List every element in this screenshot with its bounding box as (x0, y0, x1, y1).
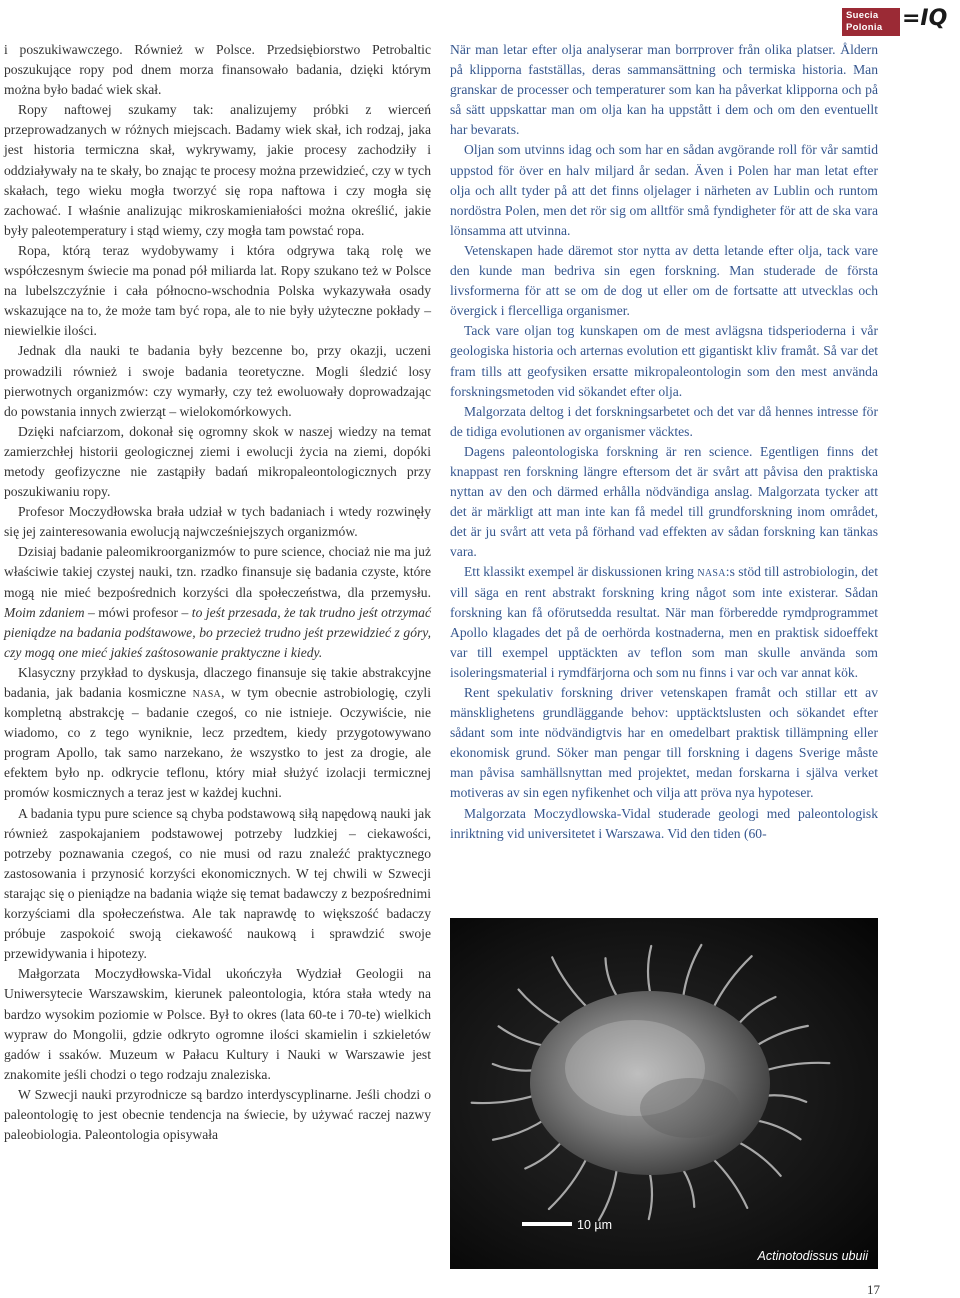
cell-spine (549, 1156, 588, 1209)
swedish-paragraph (450, 241, 878, 321)
cell-spine (493, 1064, 537, 1071)
cell-spine (712, 956, 751, 1010)
logo-line-1: Suecia (846, 10, 879, 21)
polish-paragraph (4, 663, 431, 804)
text-segment: När man letar efter olja analyserar man borrprover från olika platser. Åldern på klipporna fastställas, deras sammansättning och termiska historia. Man granskar de processer och temperaturer som kan ha påverkat klipporna och på så sätt uppskattar man om olja kan ha uppstått i dem och om den eventuellt har bevarats. (450, 42, 878, 138)
cell-spine (605, 958, 618, 999)
text-segment: Ropa, którą teraz wydobywamy i która odgrywa taką rolę we współczesnym świecie ma ponad pół miliarda lat. Ropy szukano też w Polsce na lubelszczyźnie i cała północno-wschodnia Polska wykazywała osady wskazujące na to, że może tam być ropa, ale to nie były użyteczne pokłady – niewielkie ilości. (4, 242, 431, 339)
text-segment: Malgorzata Moczydlowska-Vidal studerade geologi med paleontologisk inriktning vid universitetet i Warszawa. Vid den tiden (60- (450, 805, 878, 841)
polish-paragraph (4, 422, 431, 502)
logo-mark: =IQ (902, 6, 948, 31)
polish-paragraph (4, 341, 431, 421)
swedish-paragraph (450, 140, 878, 240)
text-segment: i poszukiwawczego. Również w Polsce. Przedsiębiorstwo Petrobaltic poszukujące ropy pod dnem morza finansowało badania, dzięki którym można było badać wiek skał. (4, 42, 431, 98)
cell-spine (754, 1026, 808, 1047)
cell-spine (711, 1157, 747, 1208)
polish-paragraph (4, 1085, 431, 1145)
polish-paragraph (4, 40, 431, 100)
cell-spine (499, 1026, 547, 1046)
text-segment: :s stöd till astrobiologin, det vill säga en rent abstrakt forskning kring något som inte existerar. Sådan forskning kan få oförutsedda resultat. När man förberedde rymdprogrammet Apollo klagades det på de oerhörda kostnaderna, men en praktisk sidoeffekt var till exempel upptäckten av teflon som man skulle använda som isoleringsmaterial i rymdfärjorna och som nu finns i var och var annat kök. (450, 564, 878, 680)
cell-spine (681, 1167, 694, 1207)
cell-spine (552, 957, 589, 1009)
cell-spine (763, 1095, 807, 1102)
swedish-paragraph (450, 442, 878, 563)
text-segment: Vetenskapen hade däremot stor nytta av detta letande efter olja, tack vare den kunde man bedriva sin egen forskning. Man studerade de första livsformerna för att se om de dog ut eller om de fortsatte att utvecklas och övergick i flercelliga organismer. (450, 242, 878, 319)
text-segment: nasa (697, 564, 726, 580)
text-segment: Tack vare oljan tog kunskapen om de mest avlägsna tidsperioderna i vår geologiska historia och arternas evolution ett gigantiskt kliv framåt. Så var det fram tills att geofysiken ersatte mikropaleontologin som den mest använda forskningsmetoden vid sökandet efter olja. (450, 323, 878, 399)
swedish-text-column (450, 40, 878, 844)
text-segment: Dzisiaj badanie paleomikroorganizmów to pure science, chociaż nie ma już właściwie takiej czystej nauki, tzn. rzadko finansuje się badania czyste, które mogą nie mieć bezpośrednich korzyści dla społeczeństwa, dla przemysłu. (4, 544, 431, 600)
logo-line-2: Polonia (846, 22, 883, 33)
logo-box (842, 8, 900, 36)
cell-spine (737, 997, 776, 1026)
cell-spine (525, 1140, 563, 1169)
text-segment: Ett klassikt exempel är diskussionen kring (464, 564, 698, 580)
swedish-paragraph (450, 40, 878, 140)
text-segment: Rent spekulativ forskning driver vetenskapen framåt och stillar ett av mänsklighetens grundläggande behov: upptäcktslusten och sökandet efter sådant som inte nödvändigtvis har en omedelbart praktisk tillämpning eller ekonomisk grund. Söker man pengar till forskning i dagens Sverige måste man påvisa samhällsnyttan med projektet, medan forskarna i själva verket motiveras av sin egen nyfikenhet och vilja att pröva nya hypoteser. (450, 685, 878, 801)
swedish-paragraph (450, 321, 878, 401)
text-segment: , w tym obecnie astrobiologię, czyli kompletną abstrakcję – badanie czegoś, co nie istnieje. Oczywiście, nie wiadomo, co z tego wyniknie, lecz przedtem, kiedy przygotowywano program Apollo, tak samo narzekano, że wszystko to jest za drogie, ale efektem było np. odkrycie teflonu, który miał służyć izolacji termicznej promów kosmicznych a teraz jest w każdej kuchni. (4, 685, 431, 801)
cell-spine (649, 1170, 652, 1219)
microfossil-illustration (450, 918, 878, 1269)
polish-paragraph (4, 502, 431, 542)
text-segment: Dzięki nafciarzom, dokonał się ogromny skok w naszej wiedzy na temat zamierzchłej historii geologicznej ziemi i ewolucji życia na ziemi, dopóki metody geofizyczne nie zastąpiły badań mikropaleontologicznych przy poszukiwaniu ropy. (4, 423, 431, 500)
cell-spine (493, 1119, 546, 1140)
text-segment: Dagens paleontologiska forskning är ren science. Egentligen finns det knappast ren forskning längre eftersom det är svårt att påvisa den praktiska nyttan av den och därmed erhålla nödvändiga anslag. Malgorzata tycker att det är märkligt att man inte kan få medel till grundforskning inom området, det är ju svårt att veta på förhand vad effekten av sådan forskning kan tänkas vara. (450, 443, 878, 560)
text-segment: A badania typu pure science są chyba podstawową siłą napędową nauki jak również zaspokajaniem podstawowej potrzeby ludzkiej – ciekawości, potrzeby poznawania czegoś, co nie musi od razu znaleźć praktycznego zastosowania i przynosić korzyści ekonomicznych. W tej chwili w Szwecji starając się o pieniądze na badania wiąże się temat badawczy z bezpośrednimi korzyściami dla społeczeństwa. Ale tak naprawdę to większość badaczy próbuje zaspokoić swoją ciekawość naukową i sprawdzić swoje przewidywania i hipotezy. (4, 805, 431, 962)
polish-paragraph (4, 804, 431, 965)
polish-paragraph (4, 542, 431, 663)
cell-spine (736, 1141, 781, 1176)
text-segment: – mówi profesor (84, 604, 182, 620)
swedish-paragraph (450, 683, 878, 804)
swedish-paragraph (450, 804, 878, 844)
polish-paragraph (4, 100, 431, 241)
figure-caption: Actinotodissus ubuii (757, 1249, 868, 1263)
magazine-logo (842, 8, 958, 38)
text-segment: Małgorzata Moczydłowska-Vidal ukończyła Wydział Geologii na Uniwersytecie Warszawskim, kierunek paleontologia, która stała wtedy na bardzo wysokim poziomie w Polsce. Był to okres (lata 60-te i 70-te) wielkich wypraw do Mongolii, gdzie odkryto ogromne ilości skamielin i szkieletów gadów i ssaków. Muzeum w Pałacu Kultury i Nauki w Warszawie jest znakomite jeśli chodzi o tego rodzaju znaleziska. (4, 966, 431, 1082)
page-number: 17 (867, 1282, 880, 1297)
text-segment: Profesor Moczydłowska brała udział w tych badaniach i wtedy rozwinęły się jej zainteresowania ewolucją najwcześniejszych organizmów. (4, 504, 431, 540)
text-segment: Moim zdaniem (4, 604, 85, 620)
microfossil-photo (450, 918, 878, 1269)
polish-paragraph (4, 241, 431, 341)
text-segment: Klasyczny przykład to dyskusja, dlaczego finansuje się takie abstrakcyjne badania, jak badania kosmiczne (4, 664, 431, 700)
text-segment: Jednak dla nauki te badania były bezcenne bo, przy okazji, uczeni prowadzili również i swoje badania teoretyczne. Mogli śledzić losy pierwotnych organizmów: czy wymarły, czy też ewoluowały doprowadzając do powstania innych zwierząt – wielokomórkowych. (4, 343, 431, 419)
cell-spine (683, 945, 701, 999)
text-segment: Ropy naftowej szukamy tak: analizujemy próbki z wierceń przeprowadzanych w różnych miejscach. Badamy wiek skał, ich rodzaj, jaka jest historia termiczna skał, wykrywamy, jakie procesy zachodziły i oddziaływały na te skały, bo znając te procesy można przewidzieć, czy w tych skałach, tego wieku mogła tworzyć się ropa naftowa i czy mogła się zachować. I właśnie analizując mikroskamieniałości można określić, jakie były paleotemperatury i stąd wiemy, czy mogła tam powstać ropa. (4, 102, 431, 238)
cell-spine (648, 946, 651, 996)
polish-paragraph (4, 964, 431, 1085)
polish-text-column (4, 40, 431, 1145)
cell-spine (763, 1063, 829, 1071)
scale-label: 10 µm (577, 1218, 612, 1232)
text-segment: Malgorzata deltog i det forskningsarbetet och det var då hennes intresse för de tidiga evolutionen av organismer väcktes. (450, 403, 878, 439)
cell-spine (753, 1120, 800, 1139)
swedish-paragraph (450, 402, 878, 442)
cell-spine (472, 1095, 537, 1103)
cell-spine (599, 1167, 617, 1221)
cell-spine (519, 990, 565, 1026)
text-segment: Oljan som utvinns idag och som har en sådan avgörande roll för vår samtid uppstod för över en halv miljard år sedan. Även i Polen har man letat efter olja och allt tyder på att det finns oljelager i närheten av Lublin och runtom nordöstra Polen, men det rör sig om alltför små fyndigheter för att de ska vara lönsamma att utvinna. (450, 142, 878, 238)
text-segment: nasa (192, 685, 222, 700)
swedish-paragraph (450, 562, 878, 683)
text-segment: W Szwecji nauki przyrodnicze są bardzo interdyscyplinarne. Jeśli chodzi o paleontologię to jest obecnie tendencja na świecie, by używać raczej nazwy paleobiologia. Paleontologia opisywała (4, 1086, 431, 1143)
text-segment: – to jeśt przesada, że tak trudno jeśt otrzymać pieniądze na badania podśtawowe, bo przecież trudno jeśt przewidzieć z góry, czy mogą one mieć jakieś zaśtosowanie praktyczne i kiedy. (4, 604, 432, 660)
